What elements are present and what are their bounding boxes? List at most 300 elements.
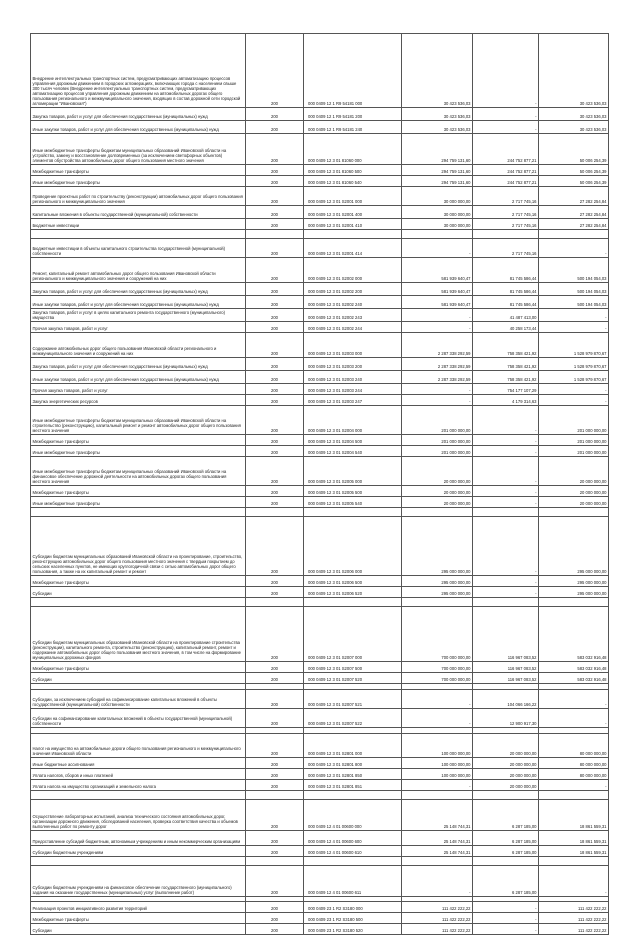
row-unexecuted-amount: - — [539, 709, 609, 728]
row-line-code: 200 — [246, 283, 304, 296]
row-name: Иные закупки товаров, работ и услуг для обеспечения государственных (муниципальных) нужд — [31, 371, 246, 384]
row-unexecuted-amount: 27 282 254,84 — [539, 206, 609, 219]
spacer-cell — [473, 598, 539, 607]
row-classification-code: 000 0409 12 3 01 S2006 000 — [304, 517, 402, 576]
row-line-code: 200 — [246, 395, 304, 406]
row-approved-amount: 295 000 000,00 — [402, 517, 473, 576]
row-name: Субсидии бюджетным учреждениям — [31, 846, 246, 857]
row-unexecuted-amount: 20 000 000,00 — [539, 486, 609, 497]
row-approved-amount: - — [402, 709, 473, 728]
row-executed-amount: - — [473, 517, 539, 576]
table-body — [31, 34, 609, 935]
row-line-code: 200 — [246, 384, 304, 395]
row-name: Иные бюджетные ассигнования — [31, 758, 246, 769]
row-classification-code: 000 0409 12 3 01 S2801 850 — [304, 769, 402, 780]
row-classification-code: 000 0409 12 3 01 S2006 500 — [304, 576, 402, 587]
row-executed-amount: 116 967 083,52 — [473, 673, 539, 684]
row-classification-code: 000 0409 23 1 R2 S3180 520 — [304, 924, 402, 935]
row-approved-amount: - — [402, 690, 473, 709]
row-classification-code: 000 0409 12 3 01 81060 000 — [304, 134, 402, 165]
spacer-cell — [246, 857, 304, 866]
row-approved-amount: 30 000 000,00 — [402, 219, 473, 230]
row-line-code: 200 — [246, 406, 304, 435]
row-executed-amount: 81 745 586,44 — [473, 283, 539, 296]
row-approved-amount: 25 148 744,31 — [402, 831, 473, 846]
row-classification-code: 000 0409 12 3 01 S2003 247 — [304, 395, 402, 406]
row-unexecuted-amount: 30 423 536,03 — [539, 108, 609, 121]
row-name: Иные межбюджетные трансферты — [31, 497, 246, 508]
row-executed-amount: 244 752 877,21 — [473, 165, 539, 176]
table-row — [31, 322, 609, 333]
spacer-cell — [246, 791, 304, 800]
table-row — [31, 446, 609, 457]
row-unexecuted-amount: 201 000 000,00 — [539, 446, 609, 457]
row-classification-code: 000 0409 12 3 01 S2004 500 — [304, 435, 402, 446]
row-classification-code: 000 0409 12 3 01 S2002 244 — [304, 322, 402, 333]
row-classification-code: 000 0409 23 1 R2 S3180 500 — [304, 913, 402, 924]
table-row — [31, 176, 609, 187]
row-line-code: 200 — [246, 709, 304, 728]
row-approved-amount: 100 000 000,00 — [402, 769, 473, 780]
row-unexecuted-amount: - — [539, 866, 609, 897]
row-classification-code: 000 0409 12 1 R9 54181 000 — [304, 34, 402, 108]
row-classification-code: 000 0409 12 3 01 S2004 540 — [304, 446, 402, 457]
table-row — [31, 769, 609, 780]
row-approved-amount: 30 000 000,00 — [402, 187, 473, 206]
row-executed-amount: - — [473, 486, 539, 497]
table-row — [31, 902, 609, 913]
table-row — [31, 358, 609, 371]
spacer-cell — [539, 857, 609, 866]
row-classification-code: 000 0409 12 3 01 S2001 410 — [304, 219, 402, 230]
row-line-code: 200 — [246, 219, 304, 230]
row-approved-amount: - — [402, 395, 473, 406]
table-row — [31, 457, 609, 486]
table-row — [31, 497, 609, 508]
row-executed-amount: 81 745 586,44 — [473, 258, 539, 283]
row-name: Закупка товаров, работ и услуг в целях капитального ремонта государственного (муниципального) имущества — [31, 309, 246, 322]
row-unexecuted-amount: 50 006 254,39 — [539, 176, 609, 187]
row-executed-amount: - — [473, 497, 539, 508]
row-executed-amount: 244 752 877,21 — [473, 134, 539, 165]
row-approved-amount: - — [402, 384, 473, 395]
row-line-code: 200 — [246, 446, 304, 457]
row-approved-amount: - — [402, 239, 473, 258]
row-name: Иные межбюджетные трансферты бюджетам муниципальных образований Ивановской области на строительство (реконструкцию), капитальный ремонт и ремонт автомобильных дорог общего пользования местного значения — [31, 406, 246, 435]
row-classification-code: 000 0409 12 3 01 81060 540 — [304, 176, 402, 187]
row-name: Ремонт, капитальный ремонт автомобильных дорог общего пользования Ивановской области регионального и межмуниципального значения и сооружений на них — [31, 258, 246, 283]
spacer-cell — [473, 791, 539, 800]
row-executed-amount: 244 752 877,21 — [473, 176, 539, 187]
spacer-cell — [31, 598, 246, 607]
row-unexecuted-amount: - — [539, 322, 609, 333]
row-executed-amount: 81 745 586,44 — [473, 296, 539, 309]
row-executed-amount: 40 258 173,44 — [473, 322, 539, 333]
table-row — [31, 690, 609, 709]
row-unexecuted-amount: 20 000 000,00 — [539, 497, 609, 508]
row-name: Межбюджетные трансферты — [31, 576, 246, 587]
row-unexecuted-amount: 295 000 000,00 — [539, 517, 609, 576]
table-row — [31, 108, 609, 121]
row-classification-code: 000 0409 12 3 01 S2801 800 — [304, 758, 402, 769]
row-classification-code: 000 0409 12 3 01 S2006 520 — [304, 587, 402, 598]
table-row — [31, 395, 609, 406]
table-row — [31, 239, 609, 258]
row-name: Иные межбюджетные трансферты — [31, 446, 246, 457]
row-line-code: 200 — [246, 734, 304, 758]
row-unexecuted-amount: 80 000 000,00 — [539, 758, 609, 769]
row-approved-amount: 111 422 222,22 — [402, 913, 473, 924]
row-classification-code: 000 0409 12 3 01 S2002 200 — [304, 283, 402, 296]
row-line-code: 200 — [246, 924, 304, 935]
spacer-cell — [31, 791, 246, 800]
row-name: Межбюджетные трансферты — [31, 486, 246, 497]
row-line-code: 200 — [246, 121, 304, 134]
row-line-code: 200 — [246, 108, 304, 121]
row-approved-amount: 30 423 536,03 — [402, 108, 473, 121]
spacer-cell — [539, 508, 609, 517]
row-line-code: 200 — [246, 758, 304, 769]
spacer-cell — [31, 508, 246, 517]
row-name: Налог на имущество на автомобильные дороги общего пользования регионального и межмуниципального значения Ивановской области — [31, 734, 246, 758]
spacer-cell — [304, 508, 402, 517]
row-executed-amount: - — [473, 121, 539, 134]
table-row — [31, 734, 609, 758]
row-approved-amount: 100 000 000,00 — [402, 758, 473, 769]
row-classification-code: 000 0409 12 3 01 S2002 240 — [304, 296, 402, 309]
row-line-code: 200 — [246, 486, 304, 497]
row-name: Субсидии на софинансирование капитальных вложений в объекты государственной (муниципальной) собственности — [31, 709, 246, 728]
row-approved-amount: 30 423 536,03 — [402, 34, 473, 108]
row-name: Межбюджетные трансферты — [31, 435, 246, 446]
row-name: Реализация проектов инициативного развития территорий — [31, 902, 246, 913]
row-unexecuted-amount: 18 861 559,31 — [539, 831, 609, 846]
row-name: Субсидии — [31, 673, 246, 684]
row-executed-amount: - — [473, 435, 539, 446]
row-name: Субсидии бюджетам муниципальных образований Ивановской области на проектирование строительства (реконструкции), капитального ремонта, строительство (реконструкцию), капитальный ремонт, ремонт и содержание автомобильных дорог общего пользования местного значения, в том числе на формирование муниципальных дорожных фондов — [31, 607, 246, 662]
row-approved-amount: - — [402, 309, 473, 322]
row-unexecuted-amount: 50 006 254,39 — [539, 134, 609, 165]
row-approved-amount: 30 000 000,00 — [402, 206, 473, 219]
row-executed-amount: - — [473, 913, 539, 924]
row-unexecuted-amount: 500 194 054,03 — [539, 283, 609, 296]
row-line-code: 200 — [246, 913, 304, 924]
row-line-code: 200 — [246, 34, 304, 108]
table-row — [31, 309, 609, 322]
row-line-code: 200 — [246, 800, 304, 831]
table-row — [31, 924, 609, 935]
spacer-cell — [402, 857, 473, 866]
spacer-row — [31, 508, 609, 517]
row-classification-code: 000 0409 12 4 01 00600 600 — [304, 831, 402, 846]
row-executed-amount: 20 000 000,00 — [473, 758, 539, 769]
row-approved-amount: 700 000 000,00 — [402, 607, 473, 662]
row-approved-amount: 20 000 000,00 — [402, 457, 473, 486]
spacer-cell — [473, 508, 539, 517]
row-unexecuted-amount: 30 423 536,03 — [539, 121, 609, 134]
row-unexecuted-amount: 30 423 536,03 — [539, 34, 609, 108]
row-classification-code: 000 0409 12 3 01 S2003 244 — [304, 384, 402, 395]
row-name: Проведение проектных работ по строительству (реконструкции) автомобильных дорог общего пользования регионального и межмуниципального значения — [31, 187, 246, 206]
spacer-cell — [246, 508, 304, 517]
spacer-cell — [539, 791, 609, 800]
row-approved-amount: 25 148 744,31 — [402, 846, 473, 857]
row-line-code: 200 — [246, 866, 304, 897]
row-approved-amount: 2 287 338 292,59 — [402, 358, 473, 371]
row-unexecuted-amount: - — [539, 690, 609, 709]
budget-report-sheet — [30, 33, 608, 935]
row-unexecuted-amount: 201 000 000,00 — [539, 435, 609, 446]
table-row — [31, 333, 609, 358]
row-classification-code: 000 0409 12 3 01 S2002 000 — [304, 258, 402, 283]
row-classification-code: 000 0409 12 3 01 S2003 000 — [304, 333, 402, 358]
row-executed-amount: 758 358 421,92 — [473, 358, 539, 371]
row-executed-amount: 41 487 413,00 — [473, 309, 539, 322]
spacer-cell — [402, 230, 473, 239]
row-approved-amount: - — [402, 866, 473, 897]
table-row — [31, 800, 609, 831]
row-line-code: 200 — [246, 457, 304, 486]
row-line-code: 200 — [246, 333, 304, 358]
row-executed-amount: - — [473, 902, 539, 913]
row-classification-code: 000 0409 12 3 01 S2001 400 — [304, 206, 402, 219]
row-name: Уплата налогов, сборов и иных платежей — [31, 769, 246, 780]
row-executed-amount: 6 287 185,00 — [473, 866, 539, 897]
row-unexecuted-amount: 111 422 222,22 — [539, 913, 609, 924]
row-classification-code: 000 0409 12 3 01 S2001 414 — [304, 239, 402, 258]
row-executed-amount: - — [473, 446, 539, 457]
row-line-code: 200 — [246, 187, 304, 206]
spacer-cell — [402, 508, 473, 517]
row-approved-amount: 201 000 000,00 — [402, 446, 473, 457]
row-name: Бюджетные инвестиции в объекты капитального строительства государственной (муниципальной) собственности — [31, 239, 246, 258]
row-classification-code: 000 0409 12 4 01 00600 610 — [304, 846, 402, 857]
row-executed-amount: 20 000 000,00 — [473, 769, 539, 780]
row-line-code: 200 — [246, 134, 304, 165]
row-line-code: 200 — [246, 690, 304, 709]
row-name: Иные межбюджетные трансферты — [31, 176, 246, 187]
row-classification-code: 000 0409 12 3 01 S2007 521 — [304, 690, 402, 709]
row-name: Закупка товаров, работ и услуг для обеспечения государственных (муниципальных) нужд — [31, 283, 246, 296]
row-name: Капитальные вложения в объекты государственной (муниципальной) собственности — [31, 206, 246, 219]
row-executed-amount: 2 717 745,16 — [473, 187, 539, 206]
row-name: Закупка товаров, работ и услуг для обеспечения государственных (муниципальных) нужд — [31, 108, 246, 121]
table-row — [31, 406, 609, 435]
row-unexecuted-amount: - — [539, 395, 609, 406]
row-line-code: 200 — [246, 296, 304, 309]
row-approved-amount: 294 759 131,60 — [402, 134, 473, 165]
table-row — [31, 846, 609, 857]
row-approved-amount: 111 422 222,22 — [402, 924, 473, 935]
row-unexecuted-amount: 111 422 222,22 — [539, 924, 609, 935]
row-approved-amount: 581 939 640,47 — [402, 296, 473, 309]
table-row — [31, 371, 609, 384]
row-name: Предоставление субсидий бюджетным, автономным учреждениям и иным некоммерческим организациям — [31, 831, 246, 846]
row-name: Иные межбюджетные трансферты бюджетам муниципальных образований Ивановской области на финансовое обеспечение дорожной деятельности на автомобильных дорогах общего пользования местного значения — [31, 457, 246, 486]
row-classification-code: 000 0409 12 3 01 S2001 000 — [304, 187, 402, 206]
row-line-code: 200 — [246, 846, 304, 857]
table-row — [31, 576, 609, 587]
table-row — [31, 121, 609, 134]
row-executed-amount: 20 000 000,00 — [473, 734, 539, 758]
table-row — [31, 517, 609, 576]
row-name: Содержание автомобильных дорог общего пользования Ивановской области регионального и межмуниципального значения и сооружений на них — [31, 333, 246, 358]
row-classification-code: 000 0409 12 3 01 S2007 520 — [304, 673, 402, 684]
spacer-cell — [539, 230, 609, 239]
row-approved-amount: - — [402, 322, 473, 333]
row-name: Субсидии — [31, 924, 246, 935]
table-row — [31, 435, 609, 446]
row-approved-amount: 700 000 000,00 — [402, 673, 473, 684]
row-executed-amount: 20 000 000,00 — [473, 780, 539, 791]
spacer-row — [31, 230, 609, 239]
row-line-code: 200 — [246, 769, 304, 780]
row-executed-amount: - — [473, 587, 539, 598]
table-row — [31, 709, 609, 728]
row-executed-amount: 2 717 745,16 — [473, 219, 539, 230]
row-approved-amount: 111 422 222,22 — [402, 902, 473, 913]
budget-execution-table — [30, 33, 609, 935]
table-row — [31, 587, 609, 598]
row-line-code: 200 — [246, 435, 304, 446]
row-approved-amount: 700 000 000,00 — [402, 662, 473, 673]
row-unexecuted-amount: 295 000 000,00 — [539, 576, 609, 587]
row-approved-amount: 581 939 640,47 — [402, 258, 473, 283]
row-name: Внедрение интеллектуальных транспортных систем, предусматривающих автоматизацию процессов управления дорожным движением в городских агломерациях, включающих города с населением свыше 300 тысяч человек (Внедрение интеллектуальных транспортных систем, предусматривающих автоматизацию процессов управления дорожным движением на автомобильных дорогах общего пользования регионального и межмуниципального значения, входящих в состав дорожной сети городской агломерации "Ивановская") — [31, 34, 246, 108]
row-line-code: 200 — [246, 780, 304, 791]
row-approved-amount: 2 287 338 292,59 — [402, 333, 473, 358]
table-row — [31, 673, 609, 684]
row-executed-amount: 758 358 421,92 — [473, 333, 539, 358]
row-unexecuted-amount: 27 282 254,84 — [539, 187, 609, 206]
row-line-code: 200 — [246, 607, 304, 662]
table-row — [31, 258, 609, 283]
row-name: Закупка товаров, работ и услуг для обеспечения государственных (муниципальных) нужд — [31, 358, 246, 371]
row-line-code: 200 — [246, 165, 304, 176]
spacer-cell — [402, 598, 473, 607]
table-row — [31, 831, 609, 846]
row-name: Межбюджетные трансферты — [31, 662, 246, 673]
spacer-cell — [246, 230, 304, 239]
row-approved-amount: 100 000 000,00 — [402, 734, 473, 758]
spacer-cell — [473, 857, 539, 866]
row-approved-amount: 294 759 131,60 — [402, 165, 473, 176]
table-row — [31, 662, 609, 673]
row-executed-amount: 104 066 166,22 — [473, 690, 539, 709]
table-row — [31, 219, 609, 230]
table-row — [31, 34, 609, 108]
row-unexecuted-amount: - — [539, 780, 609, 791]
table-row — [31, 206, 609, 219]
spacer-cell — [304, 598, 402, 607]
row-approved-amount: 20 000 000,00 — [402, 497, 473, 508]
row-name: Осуществление лабораторных испытаний, анализа технического состояния автомобильных дорог, организации дорожного движения, обследований населения, проверка соответствия качества и объемов выполненных работ по ремонту дорог — [31, 800, 246, 831]
row-executed-amount: 12 900 917,30 — [473, 709, 539, 728]
spacer-cell — [473, 230, 539, 239]
row-executed-amount: 116 967 083,52 — [473, 662, 539, 673]
row-classification-code: 000 0409 12 3 01 S2801 851 — [304, 780, 402, 791]
row-classification-code: 000 0409 12 3 01 S2007 000 — [304, 607, 402, 662]
row-name: Бюджетные инвестиции — [31, 219, 246, 230]
row-executed-amount: 6 287 185,00 — [473, 800, 539, 831]
spacer-row — [31, 857, 609, 866]
row-classification-code: 000 0409 12 1 R9 54181 240 — [304, 121, 402, 134]
row-executed-amount: - — [473, 457, 539, 486]
row-name: Межбюджетные трансферты — [31, 913, 246, 924]
row-unexecuted-amount: 111 422 222,22 — [539, 902, 609, 913]
row-classification-code: 000 0409 12 1 R9 54181 200 — [304, 108, 402, 121]
spacer-cell — [304, 230, 402, 239]
row-name: Иные межбюджетные трансферты бюджетам муниципальных образований Ивановской области на устройство, замену и восстановление долговременных (за исключением светофорных объектов) элементов обустройства автомобильных дорог общего пользования местного значения — [31, 134, 246, 165]
row-name: Субсидии бюджетным учреждениям на финансовое обеспечение государственного (муниципального) задания на оказание государственных (муниципальных) услуг (выполнение работ) — [31, 866, 246, 897]
row-unexecuted-amount: 500 194 054,03 — [539, 258, 609, 283]
row-approved-amount: 20 000 000,00 — [402, 486, 473, 497]
row-classification-code: 000 0409 12 3 01 S2005 540 — [304, 497, 402, 508]
table-row — [31, 780, 609, 791]
row-unexecuted-amount: 80 000 000,00 — [539, 769, 609, 780]
spacer-cell — [402, 791, 473, 800]
row-line-code: 200 — [246, 239, 304, 258]
row-line-code: 200 — [246, 497, 304, 508]
table-row — [31, 486, 609, 497]
table-row — [31, 758, 609, 769]
row-executed-amount: 2 717 745,16 — [473, 239, 539, 258]
row-classification-code: 000 0409 12 4 01 00600 611 — [304, 866, 402, 897]
row-unexecuted-amount: - — [539, 309, 609, 322]
row-executed-amount: 4 179 314,63 — [473, 395, 539, 406]
row-unexecuted-amount: 583 032 916,48 — [539, 607, 609, 662]
row-executed-amount: 2 717 745,16 — [473, 206, 539, 219]
row-executed-amount: 6 287 185,00 — [473, 846, 539, 857]
row-line-code: 200 — [246, 358, 304, 371]
row-classification-code: 000 0409 23 1 R2 S3180 000 — [304, 902, 402, 913]
row-unexecuted-amount: 80 000 000,00 — [539, 734, 609, 758]
row-classification-code: 000 0409 12 3 01 81060 500 — [304, 165, 402, 176]
row-line-code: 200 — [246, 309, 304, 322]
row-unexecuted-amount: 1 528 979 870,67 — [539, 371, 609, 384]
row-line-code: 200 — [246, 371, 304, 384]
row-line-code: 200 — [246, 576, 304, 587]
row-unexecuted-amount: 18 861 559,31 — [539, 846, 609, 857]
spacer-cell — [246, 598, 304, 607]
row-line-code: 200 — [246, 176, 304, 187]
row-name: Прочая закупка товаров, работ и услуг — [31, 322, 246, 333]
row-classification-code: 000 0409 12 4 01 00600 000 — [304, 800, 402, 831]
row-line-code: 200 — [246, 831, 304, 846]
row-unexecuted-amount: 20 000 000,00 — [539, 457, 609, 486]
row-unexecuted-amount: 1 528 979 870,67 — [539, 333, 609, 358]
row-unexecuted-amount: 27 282 254,84 — [539, 219, 609, 230]
row-name: Иные закупки товаров, работ и услуг для обеспечения государственных (муниципальных) нужд — [31, 121, 246, 134]
row-classification-code: 000 0409 12 3 01 S2007 522 — [304, 709, 402, 728]
row-name: Уплата налога на имущество организаций и земельного налога — [31, 780, 246, 791]
spacer-cell — [539, 598, 609, 607]
table-row — [31, 134, 609, 165]
table-row — [31, 296, 609, 309]
row-unexecuted-amount: 583 032 916,48 — [539, 662, 609, 673]
row-unexecuted-amount: 201 000 000,00 — [539, 406, 609, 435]
row-name: Иные закупки товаров, работ и услуг для обеспечения государственных (муниципальных) нужд — [31, 296, 246, 309]
row-approved-amount: 295 000 000,00 — [402, 587, 473, 598]
row-approved-amount: 201 000 000,00 — [402, 435, 473, 446]
table-row — [31, 165, 609, 176]
row-unexecuted-amount: 1 528 979 870,67 — [539, 358, 609, 371]
spacer-cell — [31, 230, 246, 239]
row-line-code: 200 — [246, 673, 304, 684]
row-classification-code: 000 0409 12 3 01 S2004 000 — [304, 406, 402, 435]
row-unexecuted-amount: 18 861 559,31 — [539, 800, 609, 831]
row-name: Межбюджетные трансферты — [31, 165, 246, 176]
